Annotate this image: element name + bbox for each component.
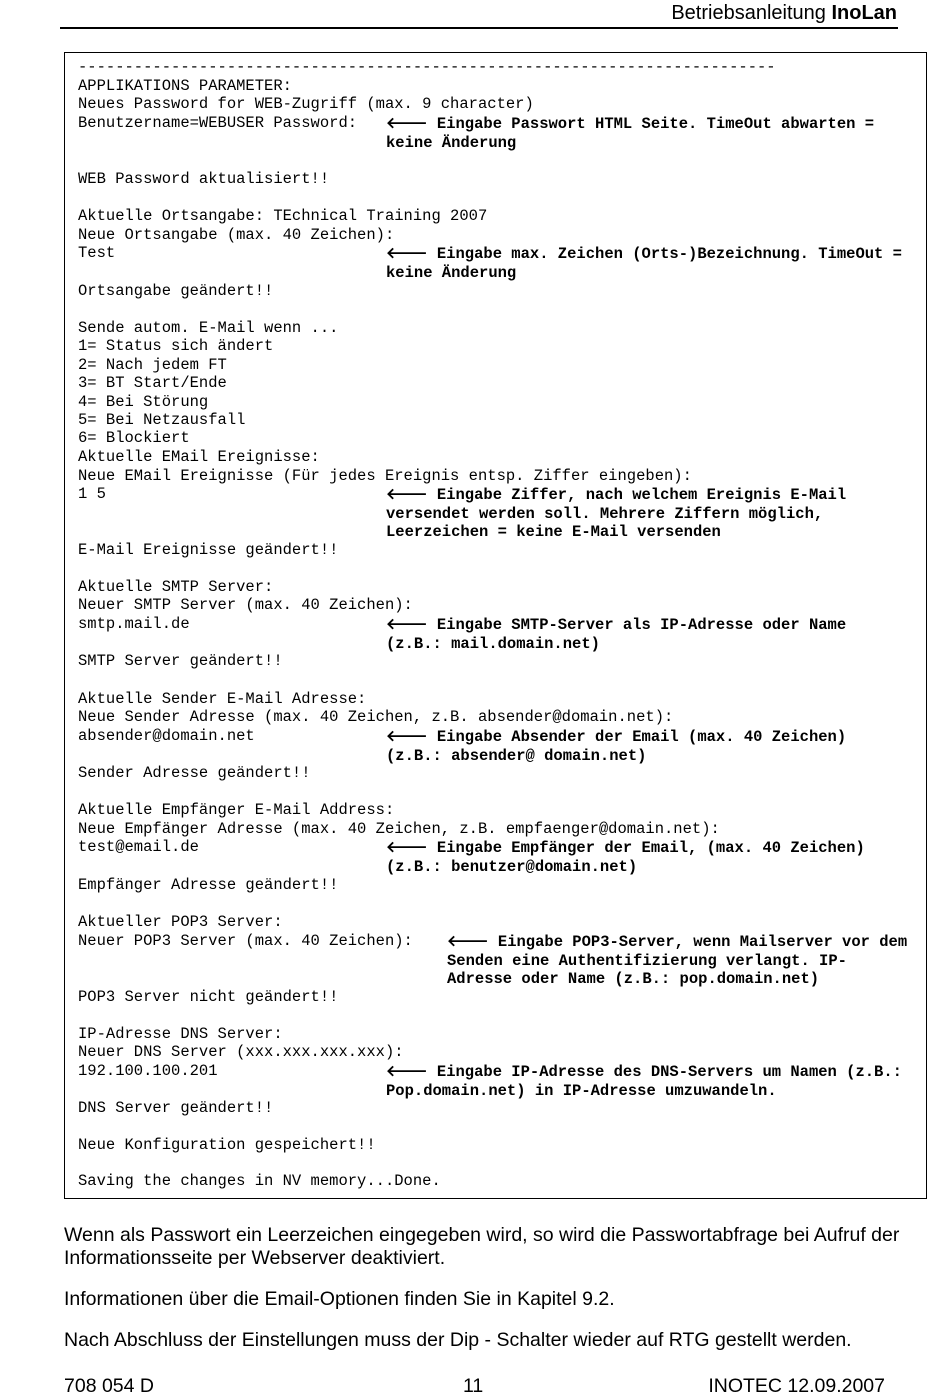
console-line: Sender Adresse geändert!! — [78, 764, 311, 782]
console-line: Neues Password for WEB-Zugriff (max. 9 character) — [78, 95, 534, 113]
console-line: Neuer POP3 Server (max. 40 Zeichen): — [78, 932, 413, 950]
arrow-left-icon: 🡐 — [386, 244, 428, 262]
console-line: --------------------------------------------------------------------------- — [78, 58, 776, 76]
console-line: 2= Nach jedem FT — [78, 356, 227, 374]
console-line: Aktuelle EMail Ereignisse: — [78, 448, 320, 466]
console-line: APPLIKATIONS PARAMETER: — [78, 77, 292, 95]
annotation-smtp: 🡐 Eingabe SMTP-Server als IP-Adresse oder Name (z.B.: mail.domain.net) — [386, 615, 847, 653]
paragraph-email-options: Informationen über die Email-Optionen finden Sie in Kapitel 9.2. — [64, 1288, 615, 1310]
console-line: Sende autom. E-Mail wenn ... — [78, 319, 339, 337]
annotation-dns: 🡐 Eingabe IP-Adresse des DNS-Servers um Namen (z.B.: Pop.domain.net) in IP-Adresse umzuwandeln. — [386, 1062, 902, 1100]
arrow-left-icon: 🡐 — [386, 114, 428, 132]
header-brand: InoLan — [831, 2, 897, 24]
console-line: Neue Konfiguration gespeichert!! — [78, 1136, 376, 1154]
header-rule — [60, 27, 898, 29]
console-line: Neuer DNS Server (xxx.xxx.xxx.xxx): — [78, 1043, 404, 1061]
console-line: Aktueller POP3 Server: — [78, 913, 283, 931]
console-line: smtp.mail.de — [78, 615, 190, 633]
console-line: 6= Blockiert — [78, 429, 190, 447]
arrow-left-icon: 🡐 — [386, 615, 428, 633]
console-line: Neue Ortsangabe (max. 40 Zeichen): — [78, 226, 395, 244]
console-line: Neue Empfänger Adresse (max. 40 Zeichen, z.B. empfaenger@domain.net): — [78, 820, 720, 838]
console-line: 4= Bei Störung — [78, 393, 209, 411]
annotation-sender: 🡐 Eingabe Absender der Email (max. 40 Zeichen) (z.B.: absender@ domain.net) — [386, 727, 847, 765]
annotation-location: 🡐 Eingabe max. Zeichen (Orts-)Bezeichnung. TimeOut = keine Änderung — [386, 244, 902, 282]
footer-page-number: 11 — [463, 1375, 484, 1397]
console-line: Aktuelle Ortsangabe: TEchnical Training 2007 — [78, 207, 488, 225]
console-line: 5= Bei Netzausfall — [78, 411, 246, 429]
annotation-password: 🡐 Eingabe Passwort HTML Seite. TimeOut abwarten = keine Änderung — [386, 114, 875, 152]
arrow-left-icon: 🡐 — [386, 838, 428, 856]
page-header — [671, 2, 897, 25]
console-line: Aktuelle Sender E-Mail Adresse: — [78, 690, 367, 708]
annotation-recipient: 🡐 Eingabe Empfänger der Email, (max. 40 Zeichen) (z.B.: benutzer@domain.net) — [386, 838, 865, 876]
footer-doc-number: 708 054 D — [64, 1375, 154, 1397]
console-line: Aktuelle SMTP Server: — [78, 578, 274, 596]
footer-company-date: INOTEC 12.09.2007 — [708, 1375, 885, 1397]
paragraph-dip-switch: Nach Abschluss der Einstellungen muss der Dip - Schalter wieder auf RTG gestellt werden. — [64, 1329, 852, 1351]
console-line: 1 5 — [78, 485, 106, 503]
console-line: Aktuelle Empfänger E-Mail Address: — [78, 801, 395, 819]
console-line: 192.100.100.201 — [78, 1062, 218, 1080]
console-line: WEB Password aktualisiert!! — [78, 170, 330, 188]
console-line: absender@domain.net — [78, 727, 255, 745]
console-line: 1= Status sich ändert — [78, 337, 274, 355]
header-title: Betriebsanleitung — [671, 2, 826, 24]
console-line: SMTP Server geändert!! — [78, 652, 283, 670]
console-line: E-Mail Ereignisse geändert!! — [78, 541, 339, 559]
console-line: Neue Sender Adresse (max. 40 Zeichen, z.B. absender@domain.net): — [78, 708, 674, 726]
paragraph-password-note: Wenn als Passwort ein Leerzeichen eingegeben wird, so wird die Passwortabfrage bei Aufruf der Informationsseite per Webserver deaktiviert. — [64, 1224, 900, 1269]
console-line: 3= BT Start/Ende — [78, 374, 227, 392]
arrow-left-icon: 🡐 — [386, 1062, 428, 1080]
arrow-left-icon: 🡐 — [386, 485, 428, 503]
console-line: Saving the changes in NV memory...Done. — [78, 1172, 441, 1190]
annotation-email-events: 🡐 Eingabe Ziffer, nach welchem Ereignis E-Mail versendet werden soll. Mehrere Ziffern möglich, Leerzeichen = keine E-Mail versenden — [386, 485, 847, 542]
console-line: DNS Server geändert!! — [78, 1099, 274, 1117]
console-line: IP-Adresse DNS Server: — [78, 1025, 283, 1043]
console-line: Neue EMail Ereignisse (Für jedes Ereignis entsp. Ziffer eingeben): — [78, 467, 692, 485]
console-line: Ortsangabe geändert!! — [78, 282, 274, 300]
arrow-left-icon: 🡐 — [386, 727, 428, 745]
console-line: Test — [78, 244, 116, 262]
console-line: Empfänger Adresse geändert!! — [78, 876, 339, 894]
arrow-left-icon: 🡐 — [447, 932, 489, 950]
annotation-pop3: 🡐 Eingabe POP3-Server, wenn Mailserver vor dem Senden eine Authentifizierung verlangt. IP- Adresse oder Name (z.B.: pop.domain.net) — [447, 932, 908, 989]
console-line: Neuer SMTP Server (max. 40 Zeichen): — [78, 596, 413, 614]
console-line: test@email.de — [78, 838, 199, 856]
console-line: POP3 Server nicht geändert!! — [78, 988, 339, 1006]
console-line: Benutzername=WEBUSER Password: — [78, 114, 358, 132]
